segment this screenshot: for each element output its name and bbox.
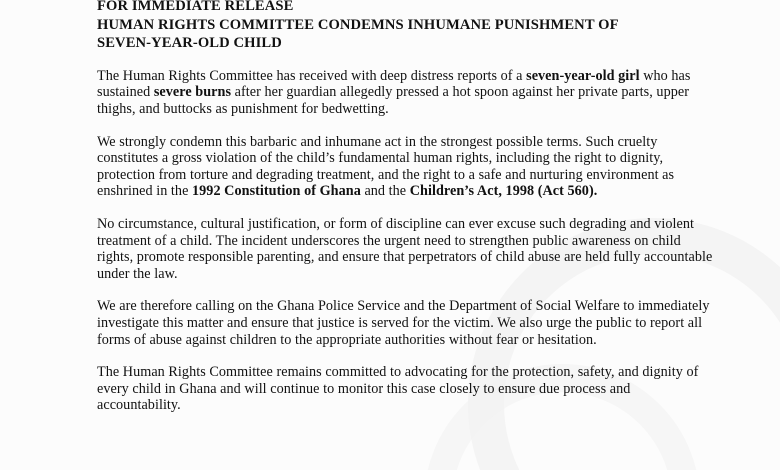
headline-line-2: SEVEN-YEAR-OLD CHILD	[97, 35, 282, 52]
paragraph-2-text-b: and the	[360, 183, 410, 200]
paragraph-1-text-b: who has sustained	[97, 67, 691, 101]
paragraph-1-text-c: after her guardian allegedly pressed a hot spoon against her private parts, upper thighs, and buttocks as punishment for bedwetting.	[97, 84, 689, 117]
press-release-body	[97, 0, 717, 414]
paragraph-2-bold-a: 1992 Constitution of Ghana	[192, 183, 361, 200]
paragraph-5: The Human Rights Committee remains committed to advocating for the protection, safety, and dignity of every child in Ghana and will continue to monitor this case closely to ensure due process and accountability.	[97, 364, 699, 414]
paragraph-3: No circumstance, cultural justification, or form of discipline can ever excuse such degrading and violent treatment of a child. The incident underscores the urgent need to strengthen public awareness on child rights, promote responsible parenting, and ensure that perpetrators of child abuse are held fully accountable under the law.	[97, 215, 713, 282]
headline-line-1: HUMAN RIGHTS COMMITTEE CONDEMNS INHUMANE PUNISHMENT OF	[97, 16, 619, 33]
paragraph-2-text-a: We strongly condemn this barbaric and inhumane act in the strongest possible terms. Such cruelty constitutes a gross violation of the child’s fundamental human rights, including the right to dignity, protection from torture and degrading treatment, and the right to a safe and nurturing environment as enshrined in the	[97, 133, 675, 200]
paragraph-2	[97, 134, 717, 200]
release-label: FOR IMMEDIATE RELEASE	[97, 0, 294, 14]
paragraph-1-text-a: The Human Rights Committee has received with deep distress reports of a	[97, 67, 527, 84]
paragraph-1-bold-a: seven-year-old girl	[526, 67, 640, 84]
paragraph-2-bold-b: Children’s Act, 1998 (Act 560).	[409, 183, 598, 200]
paragraph-1-bold-b: severe burns	[153, 84, 232, 101]
paragraph-1	[97, 68, 717, 118]
paragraph-4: We are therefore calling on the Ghana Police Service and the Department of Social Welfare to immediately investigate this matter and ensure that justice is served for the victim. We also urge the public to report all forms of abuse against children to the appropriate authorities without fear or hesitation.	[97, 298, 710, 348]
